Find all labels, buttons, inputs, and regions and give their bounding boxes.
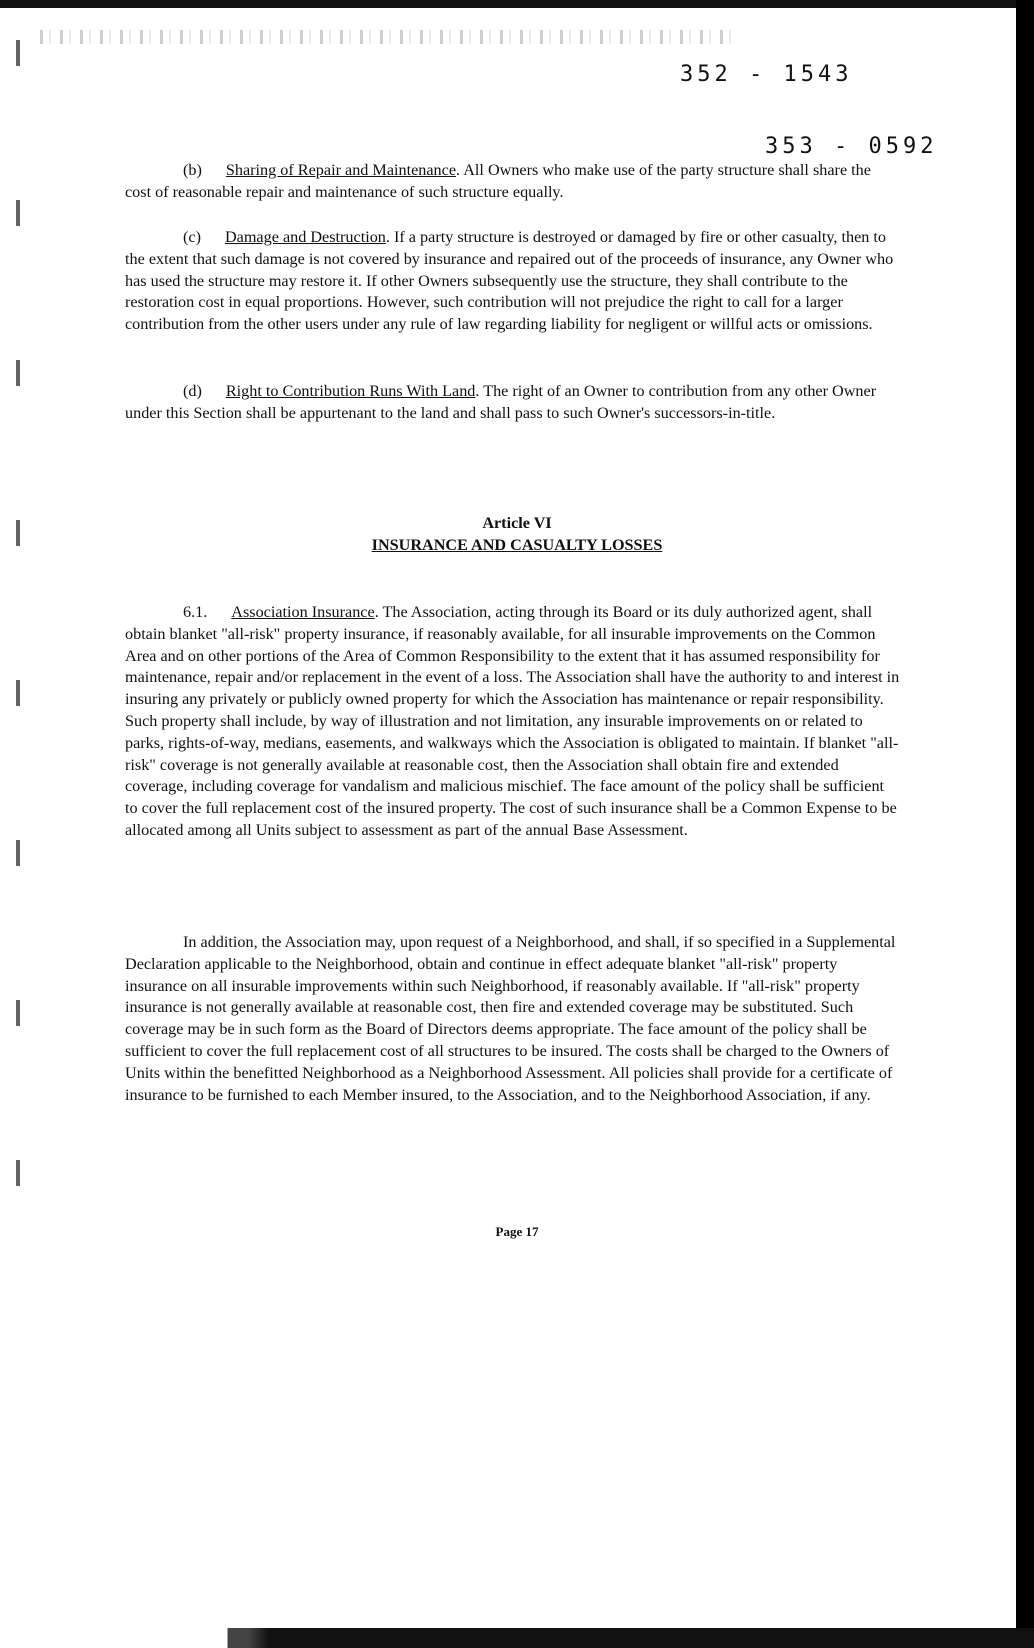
paragraph-text: . The right of an Owner to contribution from any other Owner under this Section shall be appurtenant to the land and shall pass to such Owner's successors-in-title. [125,382,877,422]
paragraph-label: (c) [183,228,201,246]
paragraph-heading: Right to Contribution Runs With Land [225,382,476,400]
paragraph-heading: Damage and Destruction [224,228,386,246]
scan-top-edge [0,0,1034,8]
section-6-1 [125,602,900,842]
paragraph-d [125,381,900,425]
paragraph-text: . All Owners who make use of the party structure shall share the cost of reasonable repair and maintenance of such structure equally. [125,161,871,201]
paragraph-heading: Sharing of Repair and Maintenance [225,161,457,179]
article-number: Article VI [482,514,552,532]
paragraph-label: (d) [183,382,202,400]
scan-left-marks [16,40,20,1240]
paragraph-c [125,227,900,336]
article-heading [0,512,1034,556]
article-title: INSURANCE AND CASUALTY LOSSES [371,536,663,554]
book-page-stamp-top: 352 - 1543 [680,62,853,87]
section-6-1-addition [125,932,900,1106]
book-page-stamp-second: 353 - 0592 [765,134,938,159]
scan-right-edge [1016,0,1034,1648]
section-text: . The Association, acting through its Board or its duly authorized agent, shall obtain blanket "all-risk" property insurance, if reasonably available, for all insurable improvements on the Common Area and on other portions of the Area of Common Responsibility to the extent that it has assumed responsibility for maintenance, repair and/or replacement in the event of a loss. The Association shall have the authority to and interest in insuring any privately or publicly owned property for which the Association has maintenance or repair responsibility. Such property shall include, by way of illustration and not limitation, any insurable improvements on or related to parks, rights-of-way, medians, easements, and walkways which the Association is obligated to maintain. If blanket "all-risk" coverage is not generally available at reasonable cost, then the Association shall obtain fire and extended coverage, including coverage for vandalism and malicious mischief. The face amount of the policy shall be sufficient to cover the full replacement cost of the insured property. The cost of such insurance shall be a Common Expense to be allocated among all Units subject to assessment as part of the annual Base Assessment. [125,603,900,839]
paragraph-text: . If a party structure is destroyed or damaged by fire or other casualty, then to the extent that such damage is not covered by insurance and repaired out of the proceeds of insurance, any Owner who has used the structure may restore it. If other Owners subsequently use the structure, they shall contribute to the restoration cost in equal proportions. However, such contribution will not prejudice the right to call for a larger contribution from the other users under any rule of law regarding liability for negligent or willful acts or omissions. [125,228,894,334]
section-heading: Association Insurance [231,603,375,621]
section-label: 6.1. [183,603,208,621]
section-text: In addition, the Association may, upon request of a Neighborhood, and shall, if so specified in a Supplemental Declaration applicable to the Neighborhood, obtain and continue in effect adequate blanket "all-risk" property insurance on all insurable improvements within such Neighborhood, if reasonably available. If "all-risk" property insurance is not generally available at reasonable cost, then fire and extended coverage may be substituted. Such coverage may be in such form as the Board of Directors deems appropriate. The face amount of the policy shall be sufficient to cover the full replacement cost of all structures to be insured. The costs shall be charged to the Owners of Units within the benefitted Neighborhood as a Neighborhood Assessment. All policies shall provide for a certificate of insurance to be furnished to each Member insured, to the Association, and to the Neighborhood Association, if any. [125,933,896,1104]
paragraph-b [125,160,900,204]
scan-noise [40,30,740,44]
page-number: Page 17 [495,1224,539,1239]
paragraph-label: (b) [183,161,202,179]
scan-bottom-edge [0,1628,1034,1648]
